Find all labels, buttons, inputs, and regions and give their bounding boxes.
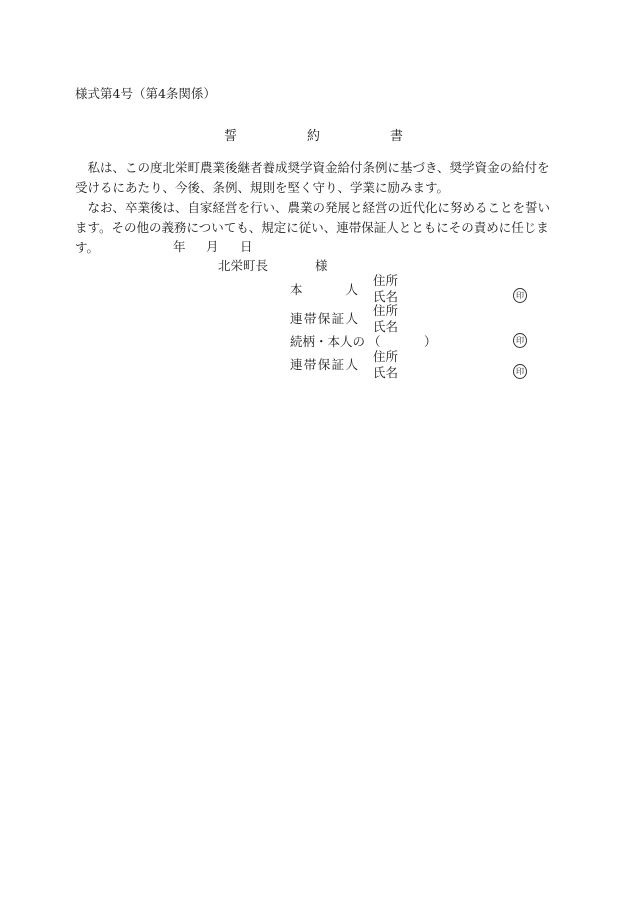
addressee-honorific: 様 [315,258,328,273]
guarantor-2-label-char-5: 人 [345,357,358,372]
principal-address-label: 住所 [373,273,399,288]
guarantor-1-address-label: 住所 [373,303,399,318]
date-year: 年 [173,239,186,254]
date-day: 日 [240,239,253,254]
title-char-3: 書 [390,129,404,144]
guarantor-1-label-char-3: 保 [317,311,331,326]
guarantor-1-name-label: 氏名 [373,319,399,334]
principal-seal-icon: 印 [513,288,527,303]
principal-label-char-1: 本 [290,282,303,297]
guarantor-1-seal-icon: 印 [513,333,527,348]
guarantor-2-label-char-1: 連 [290,357,303,372]
principal-name-label: 氏名 [373,289,399,304]
addressee-name: 北栄町長 [218,258,269,273]
principal-label [290,282,358,297]
relationship-paren-open: （ [368,334,381,349]
guarantor-2-label-char-2: 帯 [303,357,317,372]
guarantor-1-label-char-5: 人 [345,311,358,326]
guarantor-1-relationship-label: 続柄・本人の [290,334,366,349]
date-month: 月 [206,239,219,254]
principal-label-char-2: 人 [345,282,358,297]
guarantor-2-label [290,357,358,372]
guarantor-2-name-label: 氏名 [373,365,399,380]
guarantor-2-address-label: 住所 [373,349,399,364]
guarantor-1-label-char-1: 連 [290,311,303,326]
title-char-1: 誓 [224,129,238,144]
guarantor-1-label-char-2: 帯 [303,311,317,326]
body-paragraph-1: 私は、この度北栄町農業後継者養成奨学資金給付条例に基づき、奨学資金の給付を受けるにあたり、今後、条例、規則を堅く守り、学業に励みます。 [75,160,550,195]
body-paragraph-2: なお、卒業後は、自家経営を行い、農業の発展と経営の近代化に努めることを誓います。その他の義務についても、規定に従い、連帯保証人とともにその責めに任じます。 [75,200,551,255]
guarantor-1-label-char-4: 証 [331,311,345,326]
guarantor-1-label [290,311,358,326]
guarantor-2-label-char-4: 証 [331,357,345,372]
relationship-paren-close: ） [424,334,437,349]
form-number: 様式第4号（第4条関係） [75,86,216,101]
title-char-2: 約 [307,129,321,144]
guarantor-2-label-char-3: 保 [317,357,331,372]
guarantor-2-seal-icon: 印 [513,364,527,379]
document-title [0,125,630,144]
